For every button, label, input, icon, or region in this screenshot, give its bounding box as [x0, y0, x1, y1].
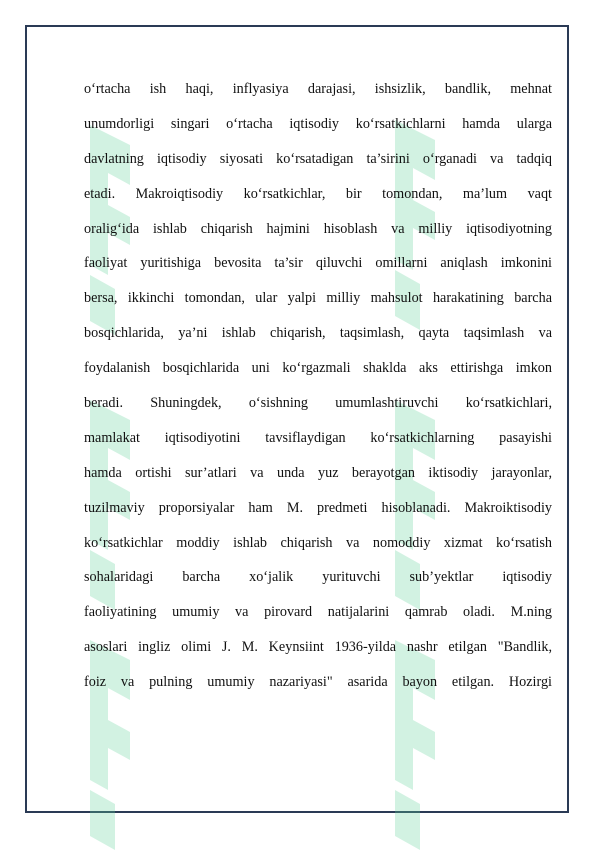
- text-line: tuzilmaviy proporsiyalar ham M. predmeti hisoblanadi. Makroiktisodiy: [84, 499, 552, 516]
- text-line: oralig‘ida ishlab chiqarish hajmini hisoblash va milliy iqtisodiyotning: [84, 220, 552, 237]
- text-line: hamda ortishi sur’atlari va unda yuz berayotgan iktisodiy jarayonlar,: [84, 464, 552, 481]
- text-line: unumdorligi singari o‘rtacha iqtisodiy ko‘rsatkichlarni hamda ularga: [84, 115, 552, 132]
- text-line: faoliyatining umumiy va pirovard natijalarini qamrab oladi. M.ning: [84, 604, 552, 621]
- text-line: asoslari ingliz olimi J. M. Keynsiint 1936-yilda nashr etilgan "Bandlik,: [84, 639, 552, 656]
- text-line: o‘rtacha ish haqi, inflyasiya darajasi, ishsizlik, bandlik, mehnat: [84, 81, 552, 97]
- text-line: mamlakat iqtisodiyotini tavsiflaydigan ko‘rsatkichlarning pasayishi: [84, 429, 552, 446]
- body-text: [84, 72, 552, 700]
- text-line: bosqichlarida, ya’ni ishlab chiqarish, taqsimlash, qayta taqsimlash va: [84, 325, 552, 342]
- text-line: etadi. Makroiqtisodiy ko‘rsatkichlar, bir tomondan, ma’lum vaqt: [84, 185, 552, 202]
- text-line: sohalaridagi barcha xo‘jalik yurituvchi sub’yektlar iqtisodiy: [84, 569, 552, 586]
- text-line: foydalanish bosqichlarida uni ko‘rgazmali shaklda aks ettirishga imkon: [84, 360, 552, 377]
- text-line: ko‘rsatkichlar moddiy ishlab chiqarish va nomoddiy xizmat ko‘rsatish: [84, 534, 552, 551]
- text-line: foiz va pulning umumiy nazariyasi" asarida bayon etilgan. Hozirgi: [84, 674, 552, 691]
- text-line: davlatning iqtisodiy siyosati ko‘rsatadigan ta’sirini o‘rganadi va tadqiq: [84, 150, 552, 167]
- text-line: beradi. Shuningdek, o‘sishning umumlashtiruvchi ko‘rsatkichlari,: [84, 395, 552, 412]
- text-line: faoliyat yuritishiga bevosita ta’sir qiluvchi omillarni aniqlash imkonini: [84, 255, 552, 272]
- text-line: bersa, ikkinchi tomondan, ular yalpi milliy mahsulot harakatining barcha: [84, 290, 552, 307]
